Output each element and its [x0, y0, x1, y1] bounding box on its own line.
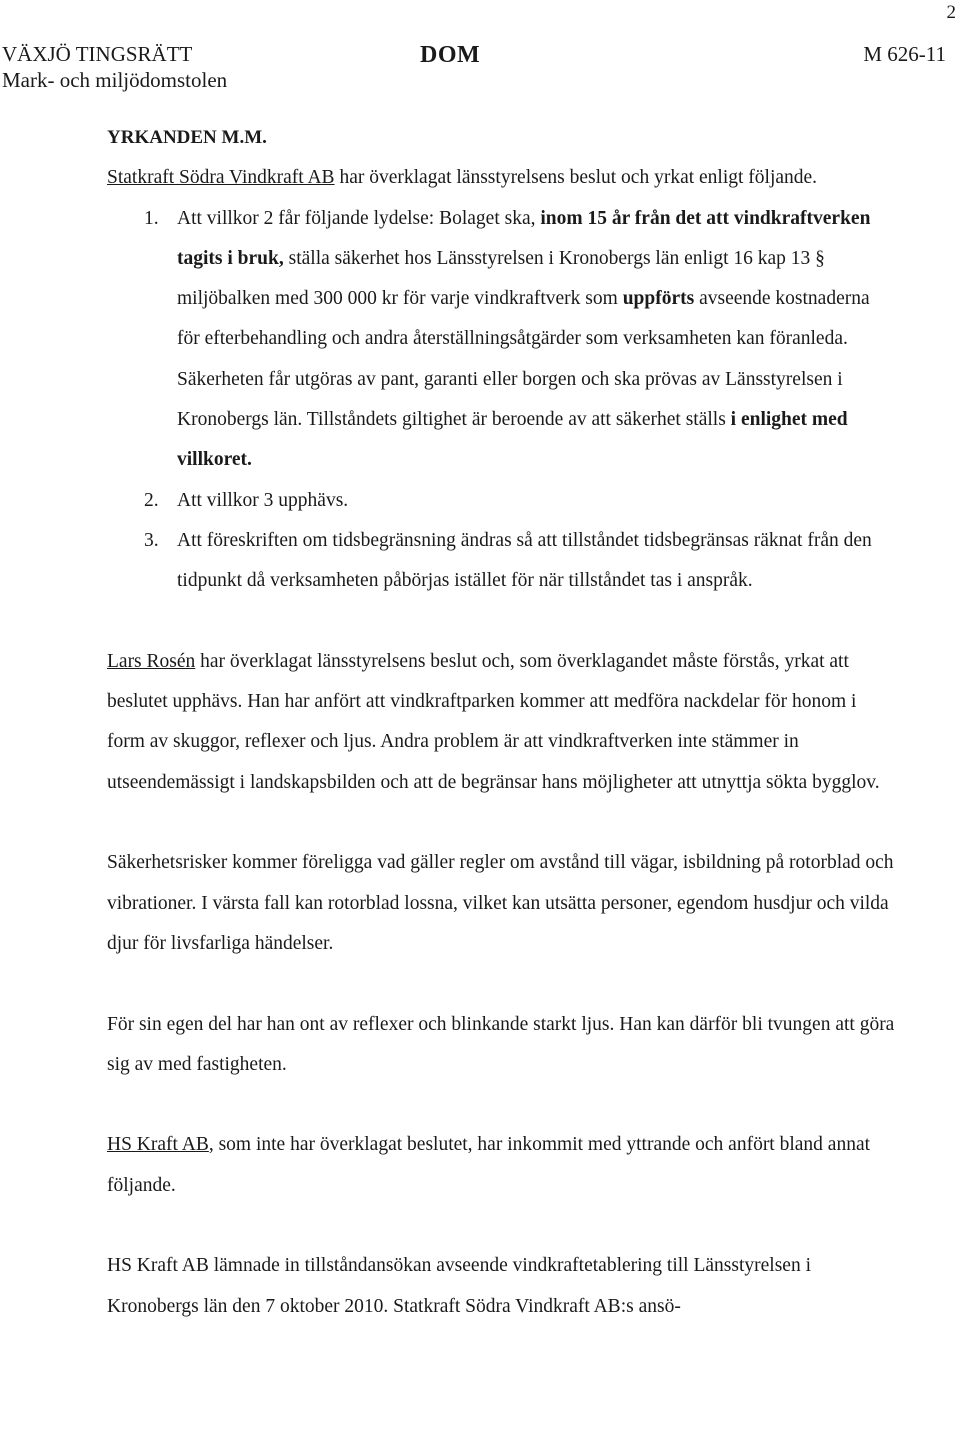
- party-name: Lars Rosén: [107, 650, 196, 672]
- court-header: [2, 41, 227, 93]
- list-item: 1. Att villkor 2 får följande lydelse: Bolaget ska, inom 15 år från det att vindkraftverken tagits i bruk, ställa säkerhet hos Länsstyrelsen i Kronobergs län enligt 16 kap 13 § miljöbalken med 300 000 kr för varje vindkraftverk som uppförts avseende kostnaderna för efterbehandling och andra återställningsåtgärder som verksamheten kan föranleda. Säkerheten får utgöras av pant, garanti eller borgen och ska prövas av Länsstyrelsen i Kronobergs län. Tillståndets giltighet är beroende av att säkerhet ställs i enlighet med villkoret.: [107, 199, 897, 481]
- claims-list: [107, 199, 897, 602]
- page-number: 2: [946, 2, 956, 23]
- paragraph-hs-kraft: HS Kraft AB, som inte har överklagat beslutet, har inkommit med yttrande och anfört bland annat följande.: [107, 1134, 871, 1196]
- paragraph-statkraft: Statkraft Södra Vindkraft AB har överklagat länsstyrelsens beslut och yrkat enligt följande.: [107, 167, 818, 189]
- paragraph-application: HS Kraft AB lämnade in tillståndansökan avseende vindkraftetablering till Länsstyrelsen i Kronobergs län den 7 oktober 2010. Statkraft Södra Vindkraft AB:s ansö-: [107, 1255, 811, 1317]
- list-number: 1.: [144, 207, 159, 229]
- paragraph-reflections: För sin egen del har han ont av reflexer och blinkande starkt ljus. Han kan därför bli tvungen att göra sig av med fastigheten.: [107, 1013, 895, 1075]
- paragraph-lars-rosen: Lars Rosén har överklagat länsstyrelsens beslut och, som överklagandet måste förstås, yrkat att beslutet upphävs. Han har anfört att vindkraftparken kommer att medföra nackdelar för honom i form av skuggor, reflexer och ljus. Andra problem är att vindkraftverken inte stämmer in utseendemässigt i landskapsbilden och att de begränsar hans möjligheter att utnyttja sökta bygglov.: [107, 650, 880, 793]
- list-number: 3.: [144, 529, 159, 551]
- document-body: [107, 118, 897, 1327]
- court-name: VÄXJÖ TINGSRÄTT: [2, 42, 193, 66]
- list-item: 2. Att villkor 3 upphävs.: [107, 481, 897, 521]
- party-name: Statkraft Södra Vindkraft AB: [107, 167, 335, 189]
- party-name: HS Kraft AB: [107, 1134, 209, 1156]
- section-heading: YRKANDEN M.M.: [107, 127, 267, 148]
- court-division: Mark- och miljödomstolen: [2, 68, 228, 92]
- list-item: 3. Att föreskriften om tidsbegränsning ändras så att tillståndet tidsbegränsas räknat från den tidpunkt då verksamheten påbörjas istället för när tillståndet tas i anspråk.: [107, 521, 897, 602]
- list-number: 2.: [144, 489, 159, 511]
- document-type: DOM: [420, 42, 481, 68]
- paragraph-safety-risks: Säkerhetsrisker kommer föreligga vad gäller regler om avstånd till vägar, isbildning på rotorblad och vibrationer. I värsta fall kan rotorblad lossna, vilket kan utsätta personer, egendom husdjur och vilda djur för livsfarliga händelser.: [107, 852, 894, 954]
- case-number: M 626-11: [863, 42, 946, 66]
